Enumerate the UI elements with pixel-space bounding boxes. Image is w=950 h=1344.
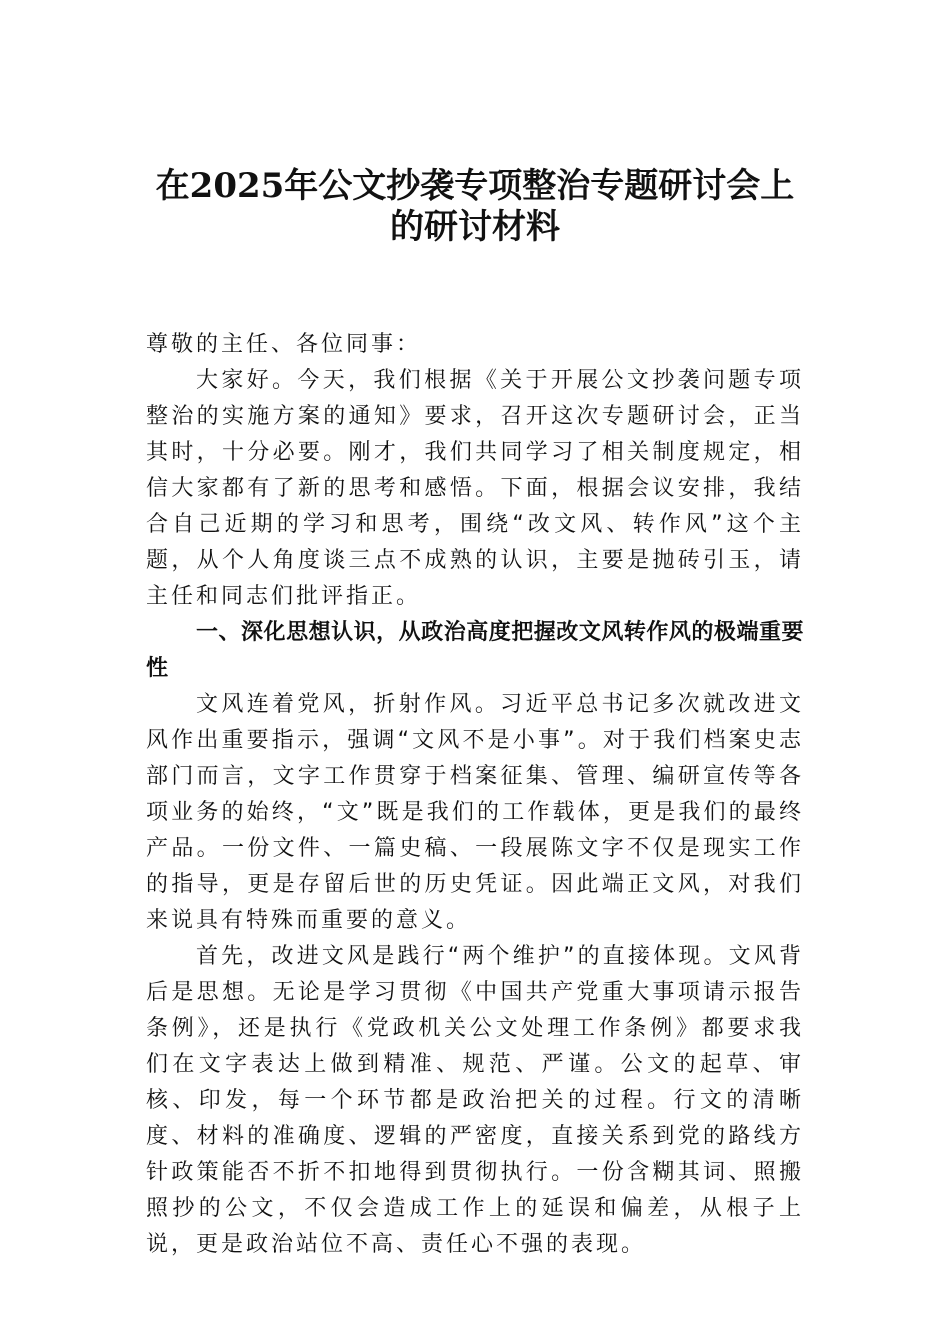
document-title-line-1: 在2025年公文抄袭专项整治专题研讨会上 [155,166,795,206]
paragraph-body: 文风连着党风，折射作风。习近平总书记多次就改进文风作出重要指示，强调“文风不是小事”。对于我们档案史志部门而言，文字工作贯穿于档案征集、管理、编研宣传等各项业务的始终，“文”既是我们的工作载体，更是我们的最终产品。一份文件、一篇史稿、一段展陈文字不仅是现实工作的指导，更是存留后世的历史凭证。因此端正文风，对我们来说具有特殊而重要的意义。 [146,692,804,933]
paragraph-opening: 大家好。今天，我们根据《关于开展公文抄袭问题专项整治的实施方案的通知》要求，召开这次专题研讨会，正当其时，十分必要。刚才，我们共同学习了相关制度规定，相信大家都有了新的思考和感悟。下面，根据会议安排，我结合自己近期的学习和思考，围绕“改文风、转作风”这个主题，从个人角度谈三点不成熟的认识，主要是抛砖引玉，请主任和同志们批评指正。 [146,368,804,609]
section-heading-1: 一、深化思想认识，从政治高度把握改文风转作风的极端重要性 [146,620,804,681]
document-title-line-2: 的研讨材料 [390,207,560,247]
salutation: 尊敬的主任、各位同事： [146,332,422,357]
document-body [146,327,804,1263]
paragraph-body: 首先，改进文风是践行“两个维护”的直接体现。文风背后是思想。无论是学习贯彻《中国共产党重大事项请示报告条例》，还是执行《党政机关公文处理工作条例》都要求我们在文字表达上做到精准、规范、严谨。公文的起草、审核、印发，每一个环节都是政治把关的过程。行文的清晰度、材料的准确度、逻辑的严密度，直接关系到党的路线方针政策能否不折不扣地得到贯彻执行。一份含糊其词、照搬照抄的公文，不仅会造成工作上的延误和偏差，从根子上说，更是政治站位不高、责任心不强的表现。 [146,944,804,1257]
